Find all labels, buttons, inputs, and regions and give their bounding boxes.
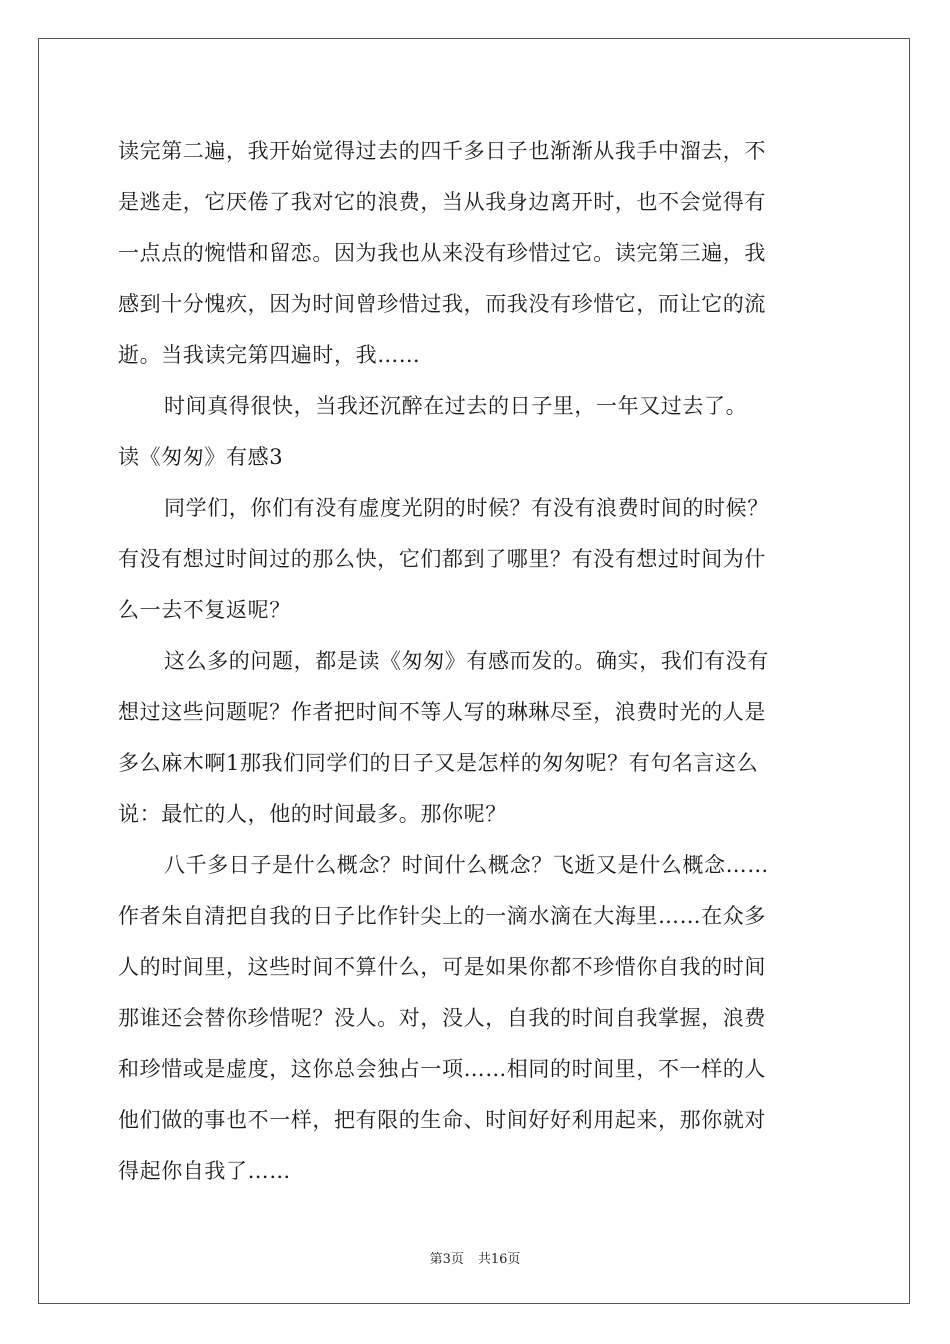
text-line: 多么麻木啊1那我们同学们的日子又是怎样的匆匆呢？有句名言这么 [118, 751, 759, 775]
paragraph [118, 381, 834, 432]
page-footer [0, 1248, 950, 1267]
text-line: 那谁还会替你珍惜呢？没人。对，没人，自我的时间自我掌握，浪费 [118, 1006, 766, 1030]
page-total: 共16页 [477, 1252, 521, 1267]
text-line: 作者朱自清把自我的日子比作针尖上的一滴水滴在大海里……在众多 [118, 904, 766, 928]
text-line: 想过这些问题呢？作者把时间不等人写的琳琳尽至，浪费时光的人是 [118, 700, 766, 724]
text-line: 这么多的问题，都是读《匆匆》有感而发的。确实，我们有没有 [164, 649, 769, 673]
text-line: 得起你自我了…… [118, 1159, 291, 1183]
page-number: 第3页 [429, 1252, 464, 1267]
paragraph [118, 126, 834, 381]
text-line: 感到十分愧疚，因为时间曾珍惜过我，而我没有珍惜它，而让它的流 [118, 292, 766, 316]
text-line: 说：最忙的人，他的时间最多。那你呢？ [118, 802, 507, 826]
text-line: 逝。当我读完第四遍时，我…… [118, 343, 421, 367]
text-line: 么一去不复返呢？ [118, 598, 291, 622]
text-line: 同学们，你们有没有虚度光阴的时候？有没有浪费时间的时候？ [164, 496, 769, 520]
text-line: 读完第二遍，我开始觉得过去的四千多日子也渐渐从我手中溜去，不 [118, 139, 766, 163]
paragraph [118, 483, 834, 636]
section-heading: 读《匆匆》有感3 [118, 445, 284, 469]
text-line: 是逃走，它厌倦了我对它的浪费，当从我身边离开时，也不会觉得有 [118, 190, 766, 214]
paragraph [118, 840, 834, 1197]
text-line: 一点点的惋惜和留恋。因为我也从来没有珍惜过它。读完第三遍，我 [118, 241, 766, 265]
text-line: 时间真得很快，当我还沉醉在过去的日子里，一年又过去了。 [164, 394, 748, 418]
paragraph [118, 636, 834, 840]
text-line: 人的时间里，这些时间不算什么，可是如果你都不珍惜你自我的时间 [118, 955, 766, 979]
text-line: 和珍惜或是虚度，这你总会独占一项……相同的时间里，不一样的人 [118, 1057, 766, 1081]
text-line: 他们做的事也不一样，把有限的生命、时间好好利用起来，那你就对 [118, 1108, 766, 1132]
text-line: 八千多日子是什么概念？时间什么概念？飞逝又是什么概念…… [164, 853, 769, 877]
text-line: 有没有想过时间过的那么快，它们都到了哪里？有没有想过时间为什 [118, 547, 766, 571]
document-body [118, 126, 834, 1197]
